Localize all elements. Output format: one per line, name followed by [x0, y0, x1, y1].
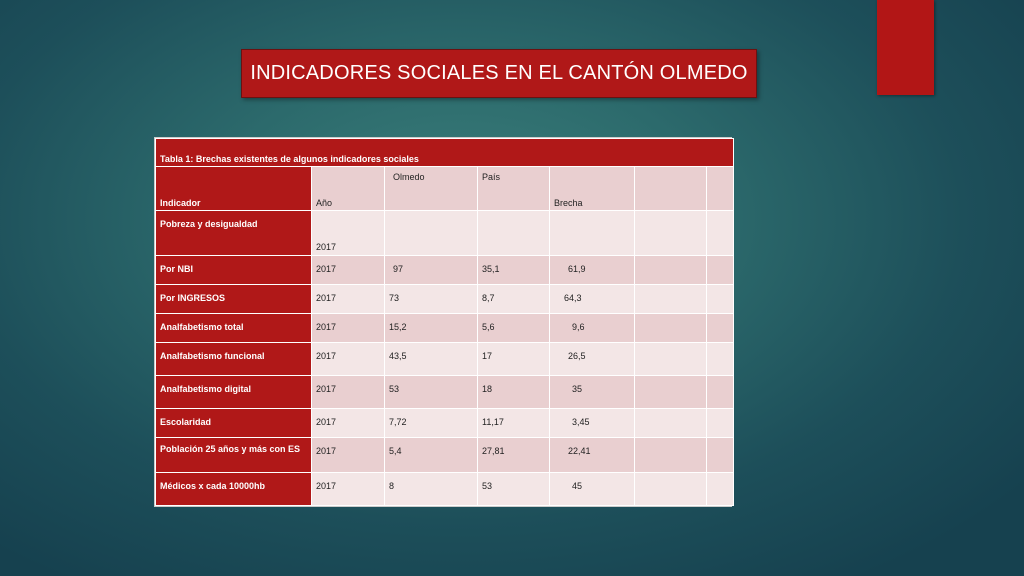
corner-decoration-tab	[877, 0, 934, 95]
row-brecha	[550, 211, 635, 256]
row-empty	[635, 256, 707, 285]
row-pais: 17	[478, 343, 550, 376]
slide-title-box	[241, 49, 757, 98]
row-empty	[635, 314, 707, 343]
row-indicator: Por INGRESOS	[156, 285, 312, 314]
table-row	[156, 211, 734, 256]
header-brecha: Brecha	[550, 167, 635, 211]
row-pais: 35,1	[478, 256, 550, 285]
header-anio: Año	[312, 167, 385, 211]
row-empty	[707, 285, 734, 314]
header-olmedo: Olmedo	[385, 167, 478, 211]
row-year: 2017	[312, 256, 385, 285]
row-pais: 53	[478, 473, 550, 506]
row-brecha: 45	[550, 473, 635, 506]
row-empty	[707, 438, 734, 473]
row-empty	[707, 314, 734, 343]
row-brecha: 35	[550, 376, 635, 409]
row-indicator: Analfabetismo total	[156, 314, 312, 343]
row-year: 2017	[312, 409, 385, 438]
row-olmedo: 53	[385, 376, 478, 409]
row-year: 2017	[312, 438, 385, 473]
row-brecha: 64,3	[550, 285, 635, 314]
row-empty	[635, 376, 707, 409]
row-year: 2017	[312, 211, 385, 256]
row-empty	[635, 409, 707, 438]
table-row	[156, 285, 734, 314]
row-indicator: Analfabetismo digital	[156, 376, 312, 409]
row-pais: 11,17	[478, 409, 550, 438]
table-row	[156, 409, 734, 438]
row-empty	[707, 343, 734, 376]
table-caption: Tabla 1: Brechas existentes de algunos indicadores sociales	[156, 139, 734, 167]
row-indicator: Analfabetismo funcional	[156, 343, 312, 376]
row-pais: 18	[478, 376, 550, 409]
indicators-table	[154, 137, 732, 507]
row-olmedo: 43,5	[385, 343, 478, 376]
row-brecha: 9,6	[550, 314, 635, 343]
row-empty	[635, 211, 707, 256]
slide-title: INDICADORES SOCIALES EN EL CANTÓN OLMEDO	[250, 62, 748, 84]
row-olmedo: 73	[385, 285, 478, 314]
row-pais: 27,81	[478, 438, 550, 473]
row-indicator: Médicos x cada 10000hb	[156, 473, 312, 506]
row-year: 2017	[312, 376, 385, 409]
row-empty	[635, 343, 707, 376]
table-row	[156, 473, 734, 506]
header-empty-2	[707, 167, 734, 211]
row-olmedo: 97	[385, 256, 478, 285]
row-empty	[707, 211, 734, 256]
row-olmedo	[385, 211, 478, 256]
row-pais: 8,7	[478, 285, 550, 314]
row-empty	[635, 473, 707, 506]
row-brecha: 61,9	[550, 256, 635, 285]
row-empty	[707, 409, 734, 438]
row-year: 2017	[312, 343, 385, 376]
row-indicator: Población 25 años y más con ES	[156, 438, 312, 473]
table-row	[156, 438, 734, 473]
row-olmedo: 8	[385, 473, 478, 506]
row-brecha: 22,41	[550, 438, 635, 473]
table-header-row	[156, 167, 734, 211]
row-year: 2017	[312, 314, 385, 343]
table-row	[156, 314, 734, 343]
row-indicator: Por NBI	[156, 256, 312, 285]
row-indicator: Escolaridad	[156, 409, 312, 438]
header-empty-1	[635, 167, 707, 211]
row-indicator: Pobreza y desigualdad	[156, 211, 312, 256]
row-brecha: 26,5	[550, 343, 635, 376]
row-year: 2017	[312, 285, 385, 314]
row-empty	[707, 473, 734, 506]
row-empty	[707, 376, 734, 409]
row-pais	[478, 211, 550, 256]
table-row	[156, 376, 734, 409]
table-row	[156, 343, 734, 376]
row-olmedo: 5,4	[385, 438, 478, 473]
table-row	[156, 256, 734, 285]
row-year: 2017	[312, 473, 385, 506]
header-indicador: Indicador	[156, 167, 312, 211]
row-empty	[635, 285, 707, 314]
row-empty	[707, 256, 734, 285]
header-pais: País	[478, 167, 550, 211]
row-empty	[635, 438, 707, 473]
row-olmedo: 15,2	[385, 314, 478, 343]
table-caption-row	[156, 139, 734, 167]
row-pais: 5,6	[478, 314, 550, 343]
row-brecha: 3,45	[550, 409, 635, 438]
row-olmedo: 7,72	[385, 409, 478, 438]
